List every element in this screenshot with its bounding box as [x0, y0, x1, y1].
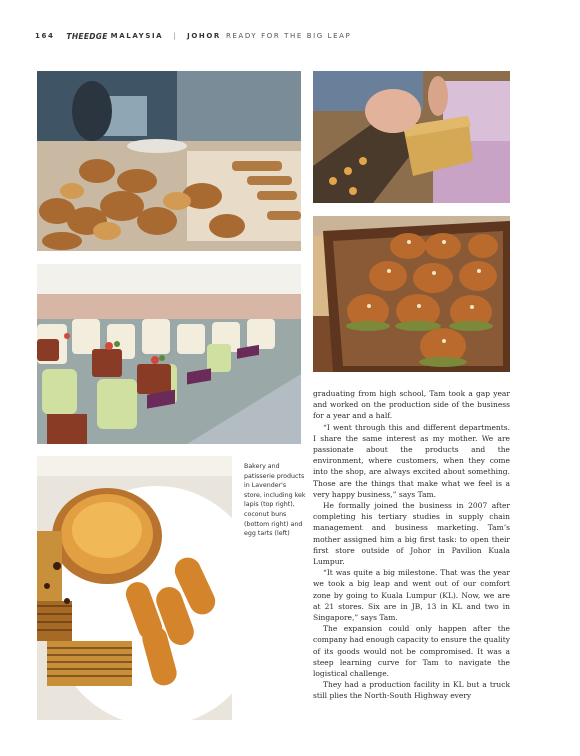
page-number: 164 [35, 32, 55, 40]
photo-kek-lapis [313, 71, 510, 203]
photo-bakery-display [37, 71, 301, 251]
photo-egg-tart [37, 456, 232, 720]
section-name: JOHOR [187, 32, 221, 40]
article-paragraph: “It was quite a big milestone. That was the year we took a big leap and went out of our comfort zone by going to Kuala Lumpur (KL). Now, we are at 21 stores. Six are in JB, 13 in KL and two in Singapore,” says Tam. [313, 568, 510, 623]
photo-patisserie-cakes [37, 264, 301, 444]
article-paragraph: graduating from high school, Tam took a gap year and worked on the production side of the business for a year and a half. [313, 389, 510, 421]
article-paragraph: He formally joined the business in 2007 after completing his tertiary studies in supply chain management and business marketing. Tam’s mother assigned him a big first task: to open their first store outside of Johor in Pavilion Kuala Lumpur. [313, 501, 510, 567]
magazine-logo: THEEDGE [66, 31, 108, 41]
header-separator: | [173, 32, 178, 40]
article-paragraph: “I went through this and different departments. I share the same interest as my mother. We are passionate about the products and the environment, where customers, when they come into the shop, are always excited about something. Those are the things that make what we feel is a very happy business,” says Tam. [313, 422, 510, 499]
magazine-country: MALAYSIA [110, 32, 164, 40]
photo-coconut-buns [313, 216, 510, 372]
article-body [313, 388, 510, 702]
photo-caption: Bakery and patisserie products in Lavender's store, including kek lapis (top right), coconut buns (bottom right) and egg tarts (left) [244, 463, 306, 538]
running-header [35, 29, 351, 43]
article-paragraph: The expansion could only happen after the company had enough capacity to ensure the quality of its goods would not be compromised. It was a steep learning curve for Tam to navigate the logistical challenge. [313, 624, 510, 679]
section-subtitle: READY FOR THE BIG LEAP [225, 32, 352, 40]
article-paragraph: They had a production facility in KL but a truck still plies the North-South Highway every [313, 680, 510, 701]
